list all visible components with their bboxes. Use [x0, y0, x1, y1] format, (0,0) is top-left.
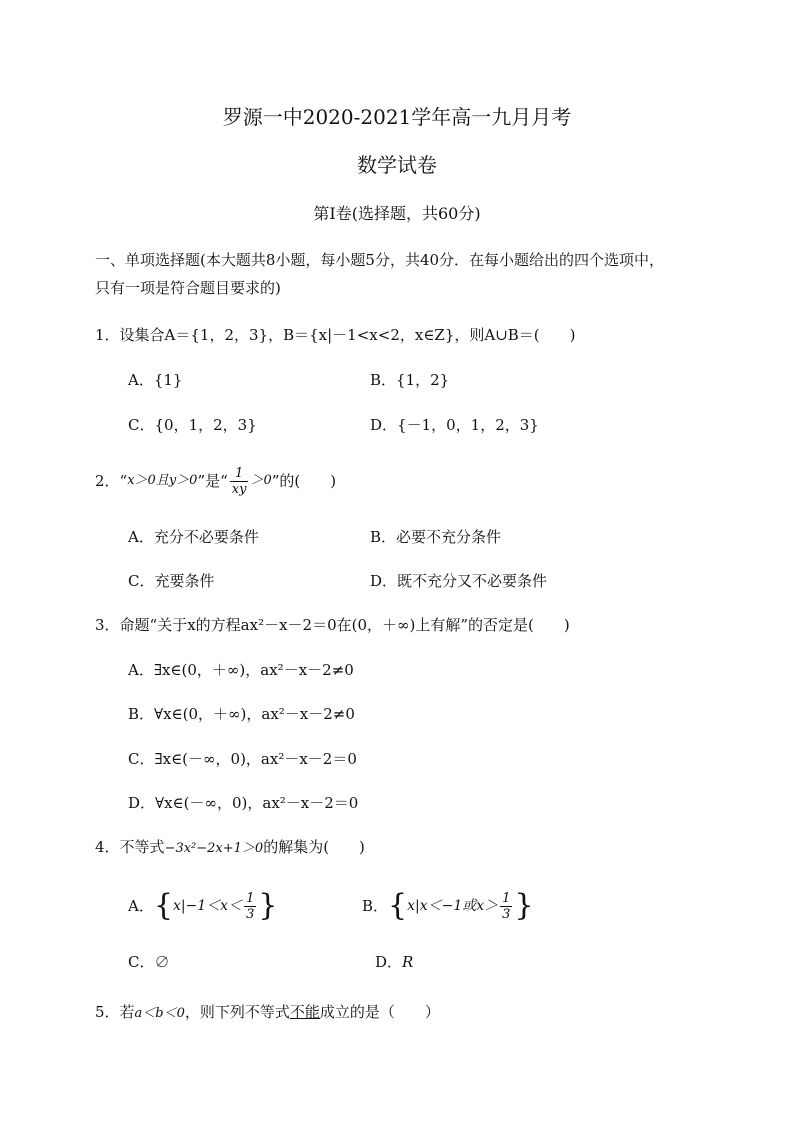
question-2-condition-2: ＞0: [250, 473, 272, 488]
question-2-fraction-denominator: xy: [231, 481, 247, 497]
exam-title: 罗源一中2020-2021学年高一九月月考: [222, 105, 572, 129]
question-3-option-a: A．∃x∈(0，＋∞)，ax²－x－2≠0: [128, 661, 354, 679]
question-5-expression: a＜b＜0: [134, 1006, 185, 1021]
question-3-option-c: C．∃x∈(－∞，0)，ax²－x－2＝0: [128, 750, 357, 768]
question-5-mid: ，则下列不等式: [184, 1003, 290, 1021]
question-2-fraction-numerator: 1: [230, 466, 249, 482]
question-1-option-b: B．{1，2}: [370, 371, 450, 389]
question-4-option-d-value: R: [402, 953, 414, 971]
question-4-option-a: [128, 886, 277, 926]
question-5-underlined-word: 不能: [289, 1003, 320, 1021]
question-4-option-b-fraction: [500, 891, 512, 922]
question-1-option-c: C．{0，1，2，3}: [128, 416, 257, 434]
question-4-expression: −3x²−2x+1＞0: [164, 841, 264, 856]
question-4-option-a-fraction: [244, 891, 256, 922]
question-4-option-a-fraction-numerator: 1: [246, 890, 255, 906]
section-heading-line2: 只有一项是符合题目要求的): [95, 279, 281, 297]
section-heading-line1: 一、单项选择题(本大题共8小题，每小题5分，共40分．在每小题给出的四个选项中，: [95, 251, 665, 269]
question-2-fraction: [230, 466, 249, 497]
question-5-stem: [95, 1002, 440, 1024]
question-4-option-a-set-body: x|−1＜x＜: [172, 898, 243, 914]
question-5-tail: 成立的是（ ）: [319, 1003, 440, 1021]
question-5-number: 5．若: [95, 1003, 135, 1021]
question-2-close: ”的( ): [271, 472, 337, 490]
question-4-option-d: [375, 952, 413, 972]
question-4-option-b-fraction-denominator: 3: [502, 906, 511, 922]
question-1-stem: 1．设集合A＝{1，2，3}，B＝{x|－1<x<2，x∈Z}，则A∪B＝( ): [95, 326, 576, 344]
left-brace-icon: {: [388, 888, 408, 923]
question-4-option-d-label: D．: [375, 953, 403, 971]
question-4-tail: 的解集为( ): [263, 838, 365, 856]
question-4-option-b-set: [388, 888, 534, 923]
question-4-stem: [95, 837, 365, 859]
question-4-option-b: [362, 886, 534, 926]
question-2-option-b: B．必要不充分条件: [370, 528, 502, 546]
question-2-open-quote: “: [119, 472, 128, 490]
question-4-option-b-fraction-numerator: 1: [502, 890, 511, 906]
question-1-option-a: A．{1}: [128, 371, 183, 389]
question-2-number: 2．: [95, 472, 120, 490]
question-4-option-c: C．∅: [128, 953, 170, 971]
question-1-option-d: D．{－1，0，1，2，3}: [370, 416, 539, 434]
question-4-option-a-fraction-denominator: 3: [246, 906, 255, 922]
question-2-option-c: C．充要条件: [128, 572, 215, 590]
question-4-option-a-label: A．: [128, 897, 154, 915]
left-brace-icon: {: [153, 888, 173, 923]
question-2-condition-1: x＞0且y＞0: [127, 473, 198, 488]
question-3-option-d: D．∀x∈(－∞，0)，ax²－x－2＝0: [128, 794, 359, 812]
question-2-option-a: A．充分不必要条件: [128, 528, 259, 546]
question-4-option-a-set: [153, 888, 278, 923]
question-4-option-b-set-body: x|x＜−1或x＞: [407, 898, 499, 914]
right-brace-icon: }: [258, 888, 278, 923]
exam-subject: 数学试卷: [357, 153, 437, 177]
question-2-option-d: D．既不充分又不必要条件: [370, 572, 548, 590]
question-4-option-b-label: B．: [362, 897, 389, 915]
question-3-option-b: B．∀x∈(0，＋∞)，ax²－x－2≠0: [128, 705, 355, 723]
question-2-stem: [95, 462, 336, 500]
question-4-number: 4．不等式: [95, 838, 165, 856]
exam-part: 第Ⅰ卷(选择题，共60分): [313, 204, 481, 223]
right-brace-icon: }: [514, 888, 534, 923]
question-2-mid: ”是“: [197, 472, 228, 490]
question-3-stem: 3．命题“关于x的方程ax²－x－2＝0在(0，＋∞)上有解”的否定是( ): [95, 616, 570, 634]
